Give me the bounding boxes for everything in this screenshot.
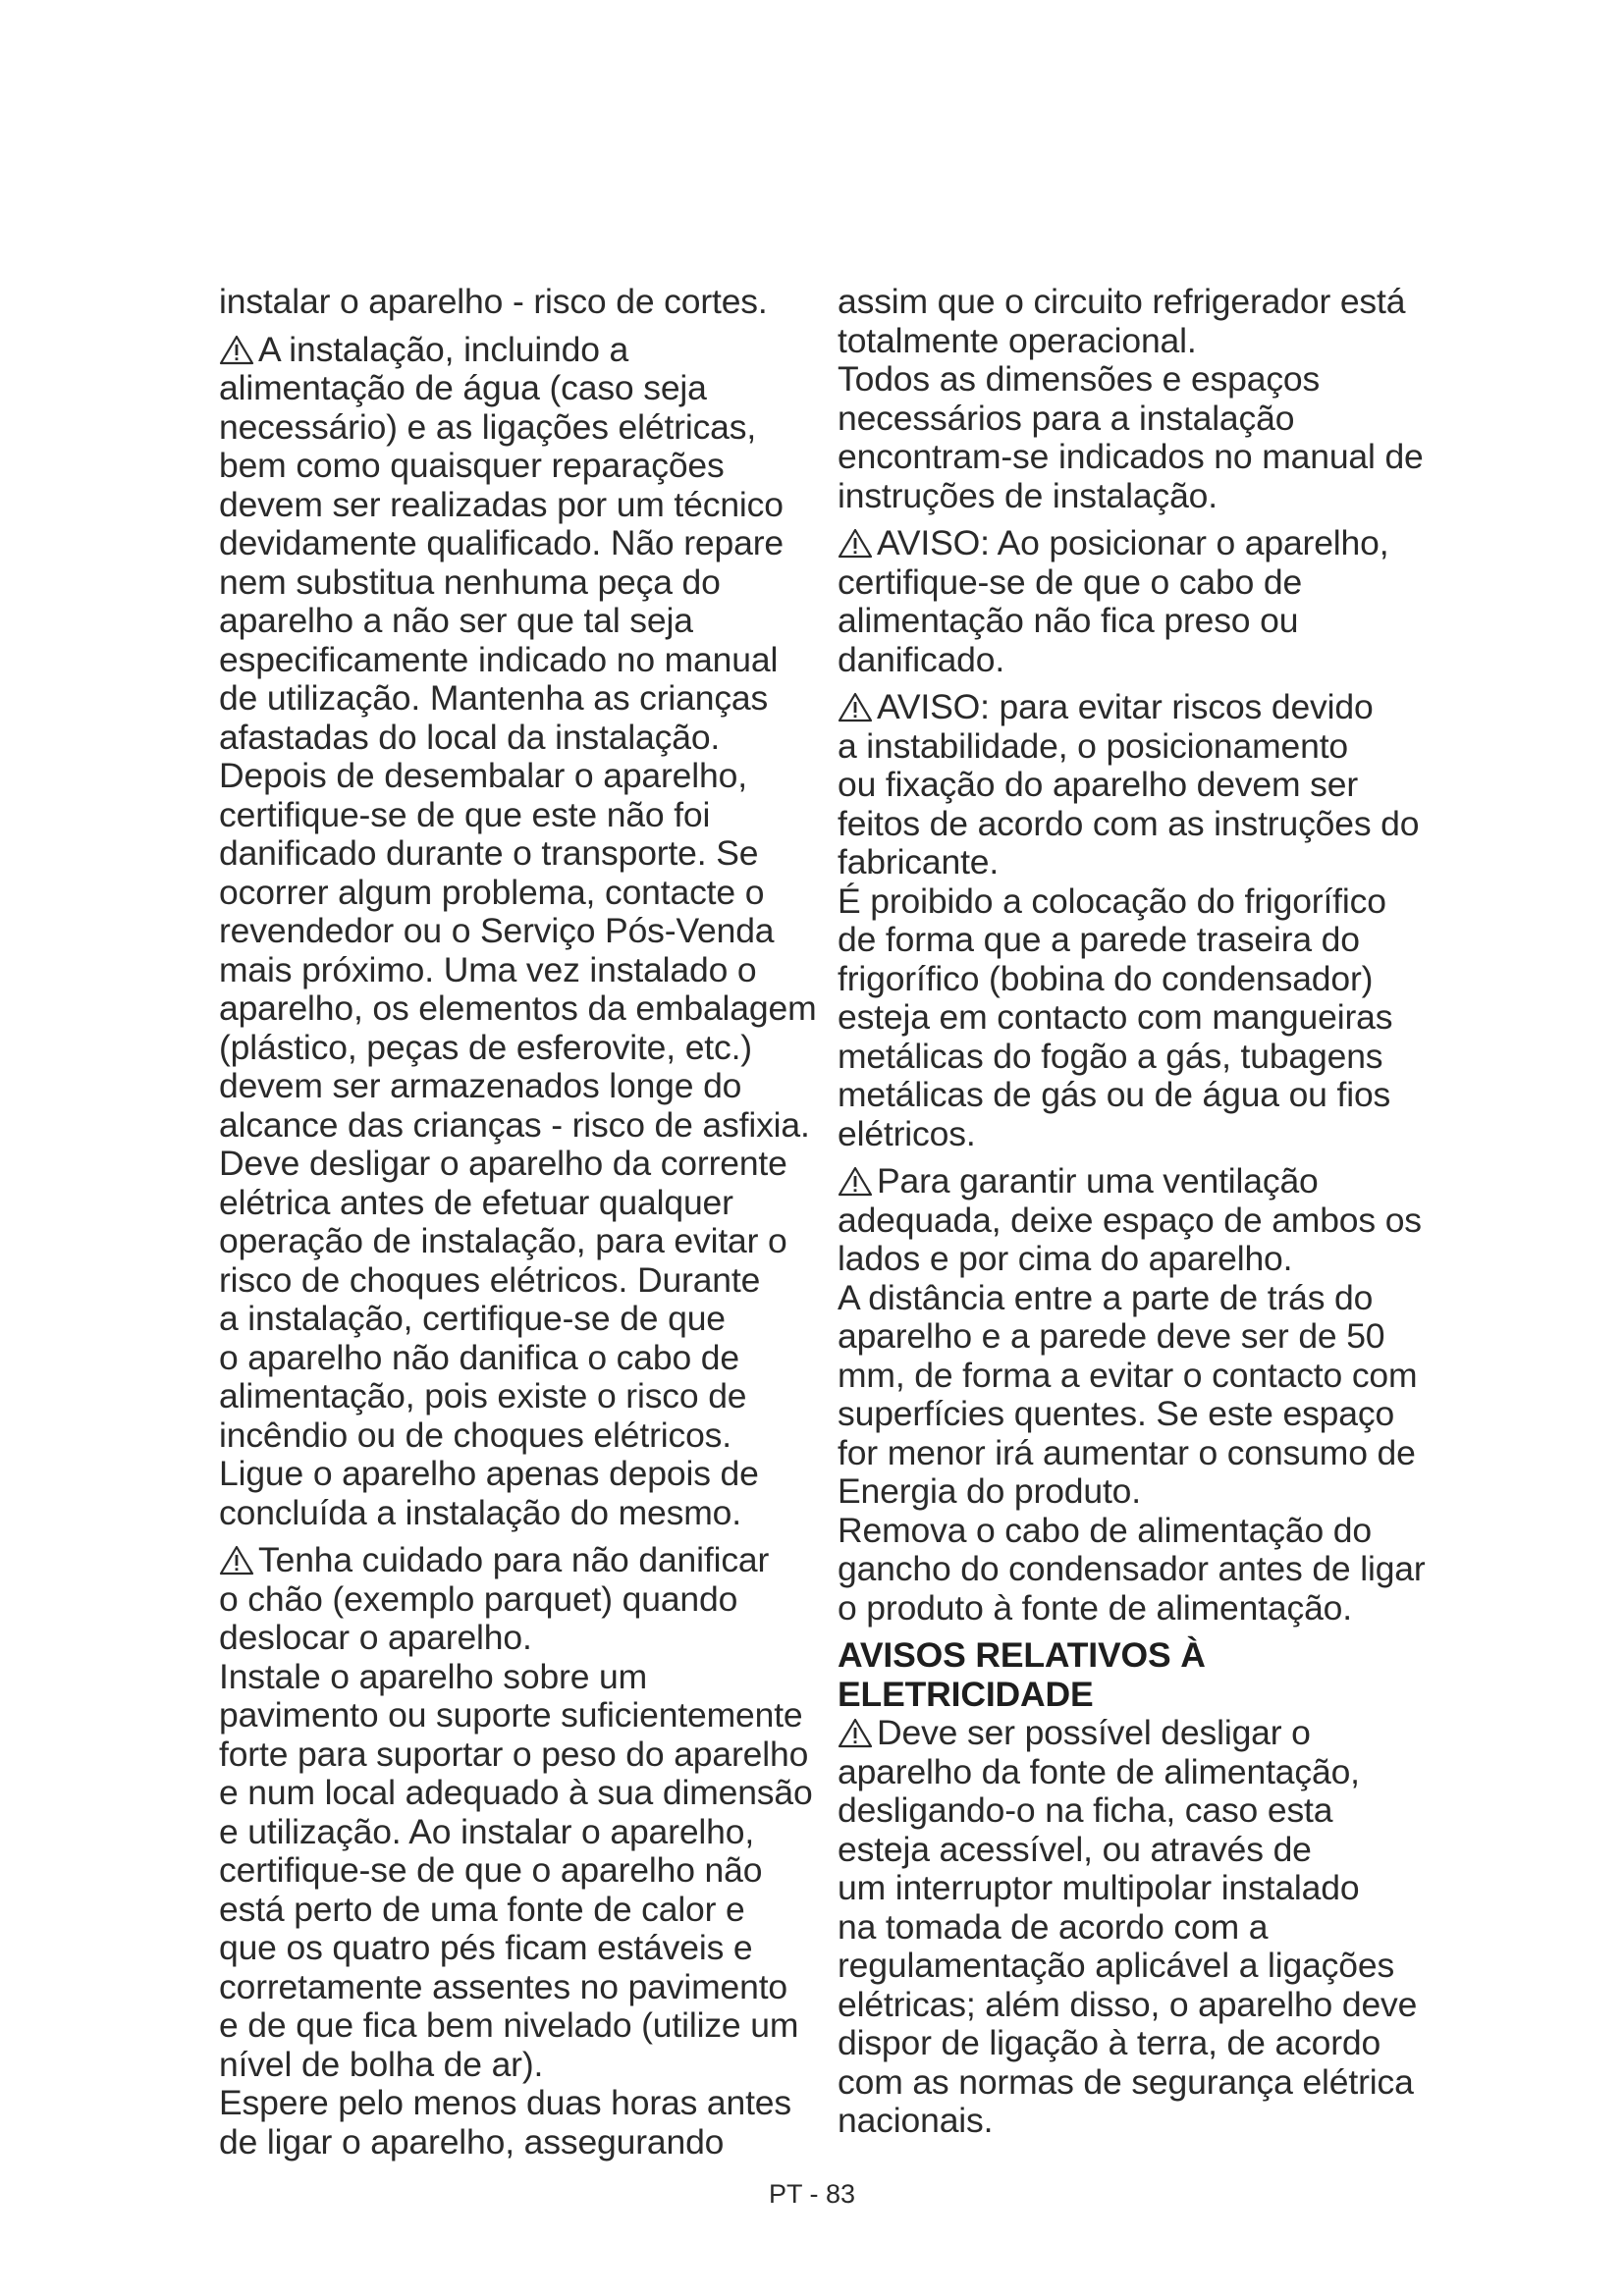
text-line-content: ocorrer algum problema, contacte o [219,872,765,912]
text-line [838,1908,1427,1948]
text-line [219,1029,808,1068]
text-line [219,874,808,913]
text-line-content: incêndio ou de choques elétricos. [219,1415,731,1455]
text-line [838,1279,1427,1318]
text-line [838,1512,1427,1551]
text-line-content: Instale o aparelho sobre um [219,1656,648,1696]
text-line-content: devidamente qualificado. Não repare [219,523,784,562]
section-heading [838,1636,1427,1676]
text-line [838,1753,1427,1792]
text-line [219,1580,808,1620]
text-line-content: A instalação, incluindo a [258,329,629,369]
text-line [219,2084,808,2123]
text-line-content: operação de instalação, para evitar o [219,1221,787,1260]
text-line-content: corretamente assentes no pavimento [219,1966,788,2006]
text-line-content: (plástico, peças de esferovite, etc.) [219,1027,752,1067]
text-line [219,2006,808,2046]
text-line-content: encontram-se indicados no manual de [838,437,1424,476]
text-line-content: a instalação, certifique-se de que [219,1299,726,1338]
text-line [219,563,808,603]
text-line [219,988,817,1029]
text-line [838,1947,1427,1986]
text-line-content: um interruptor multipolar instalado [838,1868,1360,1907]
text-line [838,843,1427,882]
text-line-content: esteja acessível, ou através de [838,1829,1312,1869]
text-line [219,1416,808,1456]
text-line [838,1076,1427,1115]
text-line-content: A distância entre a parte de trás do [838,1277,1374,1317]
text-line [219,1541,808,1580]
text-line-content: devem ser realizadas por um técnico [219,484,784,524]
text-line-content: e num local adequado à sua dimensão [219,1773,813,1812]
text-line-content: gancho do condensador antes de ligar [838,1549,1426,1588]
text-line [219,1222,808,1261]
text-line-content: nacionais. [838,2101,994,2140]
text-line-content: mais próximo. Uma vez instalado o [219,949,757,989]
text-line-content: Para garantir uma ventilação [877,1161,1319,1201]
text-line [838,1714,1427,1753]
page-number: PT - 83 [768,2179,856,2209]
text-line [219,369,808,408]
warning-triangle-icon [838,692,873,722]
text-line-content: metálicas de gás ou de água ou fios [838,1075,1391,1114]
text-line-content: certifique-se de que o aparelho não [219,1850,763,1890]
text-line-content: aparelho e a parede deve ser de 50 [838,1316,1385,1356]
text-line [838,2024,1427,2063]
text-line-content: e utilização. Ao instalar o aparelho, [219,1811,755,1851]
text-line [838,1162,1427,1201]
text-line [219,331,808,370]
text-line-content: risco de choques elétricos. Durante [219,1259,761,1300]
text-line-content: elétricas; além disso, o aparelho deve [838,1984,1418,2024]
section-heading [838,1676,1427,1715]
text-line-content: Ligue o aparelho apenas depois de [219,1454,759,1493]
text-line-content: está perto de uma fonte de calor e [219,1889,745,1929]
text-line [838,1550,1427,1589]
text-line-content: nível de bolha de ar). [219,2044,544,2084]
text-line [219,1067,808,1106]
warning-triangle-icon [838,1718,873,1748]
text-line [838,688,1427,727]
text-line-content: alimentação, pois existe o risco de [219,1376,747,1415]
text-line [219,602,808,641]
text-line-content: Remova o cabo de alimentação do [838,1510,1372,1550]
text-line-content: danificado. [838,639,1005,679]
text-line [838,921,1427,960]
text-line-content: AVISO: para evitar riscos devido [877,687,1374,726]
text-line-content: metálicas do fogão a gás, tubagens [838,1036,1383,1076]
text-line [219,1929,808,1968]
text-line-content: AVISO: Ao posicionar o aparelho, [877,523,1389,562]
text-line-content: Energia do produto. [838,1471,1141,1511]
text-line-content: danificado durante o transporte. Se [219,833,759,873]
text-line [838,1831,1427,1870]
text-line-content: Todos as dimensões e espaços [838,359,1321,399]
text-line-content: e de que fica bem nivelado (utilize um [219,2005,799,2045]
right-column [838,283,1427,2141]
text-line [838,1472,1427,1512]
text-line [838,1357,1427,1396]
text-line-content: Tenha cuidado para não danificar [258,1540,770,1579]
text-line [838,960,1427,999]
text-line [838,1589,1427,1629]
text-line-content: que os quatro pés ficam estáveis e [219,1928,753,1967]
text-line [219,1813,808,1852]
text-line [838,1986,1427,2025]
text-line [219,757,808,796]
text-line [838,1201,1427,1241]
text-line [219,719,808,758]
warning-triangle-icon [219,1545,254,1575]
text-line-content: lados e por cima do aparelho. [838,1239,1293,1278]
text-line [838,2063,1427,2103]
text-line-content: na tomada de acordo com a [838,1906,1269,1947]
text-line [838,641,1427,680]
text-line [838,283,1427,322]
text-line-content: o aparelho não danifica o cabo de [219,1337,739,1377]
text-line [838,1869,1427,1908]
text-line [219,1658,808,1697]
text-line [219,1851,808,1891]
text-line [838,1115,1427,1154]
text-line-content: bem como quaisquer reparações [219,446,725,485]
text-line [219,641,808,680]
text-line [219,1696,808,1735]
text-line [838,322,1427,361]
text-line [219,1494,808,1533]
text-line [838,360,1427,400]
warning-triangle-icon [219,335,254,365]
text-line-content: adequada, deixe espaço de ambos os [838,1200,1422,1240]
text-line-content: Deve ser possível desligar o [877,1713,1311,1752]
text-line [219,1773,813,1813]
text-line [838,1434,1427,1473]
text-line-content: necessário) e as ligações elétricas, [219,406,757,447]
text-line [219,447,808,486]
text-line [838,438,1427,477]
text-line [219,2046,808,2085]
text-line-content: o chão (exemplo parquet) quando [219,1578,738,1619]
text-line [219,1455,808,1494]
text-line [219,796,808,835]
text-line-content: AVISOS RELATIVOS À [838,1635,1206,1675]
text-line [838,727,1427,767]
text-line [838,805,1427,844]
text-line-content: desligando-o na ficha, caso esta [838,1790,1333,1830]
text-line-content: elétrica antes de efetuar qualquer [219,1182,733,1222]
text-line-content: aparelho, os elementos da embalagem [219,988,817,1028]
text-line [219,1145,808,1184]
text-line-content: regulamentação aplicável a ligações [838,1946,1395,1985]
text-line-content: ELETRICIDADE [838,1674,1094,1714]
text-line [219,1184,808,1223]
text-line [838,602,1427,641]
text-line-content: alimentação de água (caso seja [219,368,707,407]
text-line-content: nem substitua nenhuma peça do [219,561,721,602]
text-line [219,1261,808,1301]
text-line [838,2102,1427,2141]
text-line [219,524,808,563]
text-line-content: alimentação não fica preso ou [838,601,1299,640]
text-line [219,834,808,874]
text-line-content: deslocar o aparelho. [219,1618,532,1657]
text-line-content: aparelho a não ser que tal seja [219,601,693,640]
text-line-content: assim que o circuito refrigerador está [838,282,1406,321]
text-line-content: Depois de desembalar o aparelho, [219,756,747,795]
text-line-content: pavimento ou suporte suficientemente [219,1695,803,1735]
text-line-content: de utilização. Mantenha as crianças [219,678,769,718]
text-line-content: o produto à fonte de alimentação. [838,1587,1352,1628]
text-line [838,1038,1427,1077]
text-line-content: É proibido a colocação do frigorífico [838,881,1386,921]
text-line-content: forte para suportar o peso do aparelho [219,1734,809,1774]
text-line [838,563,1427,603]
text-line-content: frigorífico (bobina do condensador) [838,958,1374,998]
text-line [838,1317,1427,1357]
text-line [219,1968,808,2007]
text-line [219,1735,808,1775]
text-line-content: revendedor ou o Serviço Pós-Venda [219,911,775,950]
text-line-content: de ligar o aparelho, assegurando [219,2121,725,2162]
text-line-content: aparelho da fonte de alimentação, [838,1751,1360,1791]
text-line [219,1619,808,1658]
text-line [838,1240,1427,1279]
text-line [219,912,808,951]
text-line-content: certifique-se de que este não foi [219,794,711,834]
text-line [838,766,1427,805]
text-line-content: ou fixação do aparelho devem ser [838,765,1359,804]
text-line [219,679,808,719]
text-line-content: instruções de instalação. [838,475,1218,515]
text-line-content: feitos de acordo com as instruções do [838,803,1420,843]
text-line [219,1300,808,1339]
text-line-content: especificamente indicado no manual [219,639,779,679]
text-line-content: certifique-se de que o cabo de [838,561,1303,602]
text-line [838,400,1427,439]
text-line-content: a instabilidade, o posicionamento [838,725,1349,766]
text-line [219,1891,808,1930]
text-line [219,408,808,448]
text-line-content: for menor irá aumentar o consumo de [838,1432,1416,1472]
text-line [838,1791,1427,1831]
text-line-content: dispor de ligação à terra, de acordo [838,2023,1381,2062]
warning-triangle-icon [838,528,873,559]
text-line [219,283,808,322]
text-line [219,951,808,990]
text-line-content: com as normas de segurança elétrica [838,2061,1414,2102]
text-line-content: mm, de forma a evitar o contacto com [838,1355,1418,1395]
text-line-content: elétricos. [838,1113,976,1153]
text-line-content: Espere pelo menos duas horas antes [219,2083,791,2122]
text-line-content: Deve desligar o aparelho da corrente [219,1144,787,1183]
text-line [838,1395,1427,1434]
text-line-content: totalmente operacional. [838,320,1197,360]
text-line [838,524,1427,563]
text-line [219,1339,808,1378]
text-line-content: alcance das crianças - risco de asfixia. [219,1104,810,1145]
text-line-content: superfícies quentes. Se este espaço [838,1394,1395,1433]
text-line-content: devem ser armazenados longe do [219,1066,742,1105]
text-line [219,2123,808,2163]
text-line [219,1106,808,1146]
text-line-content: fabricante. [838,842,1000,881]
text-line-content: esteja em contacto com mangueiras [838,997,1393,1037]
text-line [219,486,808,525]
text-line [838,998,1427,1038]
text-line-content: de forma que a parede traseira do [838,920,1360,959]
text-line-content: instalar o aparelho - risco de cortes. [219,282,768,321]
text-line-content: afastadas do local da instalação. [219,717,721,757]
left-column [219,282,817,2162]
text-line-content: concluída a instalação do mesmo. [219,1492,741,1532]
text-line-content: necessários para a instalação [838,398,1295,438]
text-line [219,1377,808,1416]
text-line [838,882,1427,922]
warning-triangle-icon [838,1166,873,1197]
text-line [838,477,1427,516]
